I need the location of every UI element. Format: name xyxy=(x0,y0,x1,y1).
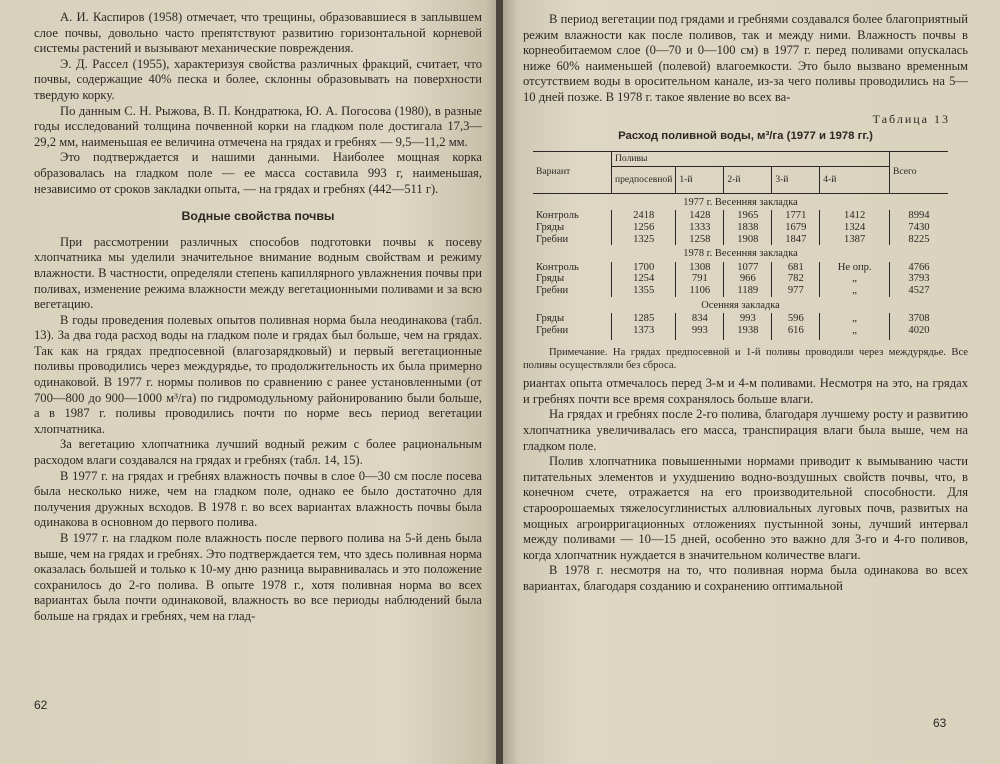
table-cell: 1428 xyxy=(676,210,724,222)
table-section-1977 xyxy=(533,193,948,245)
section-title: 1977 г. Весенняя закладка xyxy=(683,196,798,208)
table-note: Примечание. На грядах предпосевной и 1-й поливы проводили через междурядье. Все поливы осуществляли без сброса. xyxy=(523,347,968,372)
table-row xyxy=(533,285,948,297)
row-label: Гребни xyxy=(536,284,569,296)
paragraph: Э. Д. Рассел (1955), характеризуя свойства различных фракций, считает, что почвы, содержащие 40% песка и более, склонны образовывать на поверхности твердую корку. xyxy=(34,56,482,102)
section-title: Осенняя закладка xyxy=(701,299,780,311)
table-cell: 1771 xyxy=(772,210,820,222)
table-cell: 1256 xyxy=(612,222,676,234)
table-row xyxy=(533,222,948,234)
table-cell: 596 xyxy=(772,313,820,325)
paragraph: Это подтверждается и нашими данными. Наиболее мощная корка образовалась на гладком поле — ее масса составила 993 г, наименьшая, независимо от сроков закладки опыта, — на грядах и гребнях (442—511 г). xyxy=(34,150,482,196)
table-cell: 1387 xyxy=(820,234,890,246)
table-cell: 1189 xyxy=(724,285,772,297)
table-section-1978-spring xyxy=(533,245,948,296)
col-header-total: Всего xyxy=(890,151,949,193)
table-cell: 681 xyxy=(772,262,820,274)
table-cell: 782 xyxy=(772,273,820,285)
table-cell: 993 xyxy=(676,325,724,341)
col-header-p1: 1-й xyxy=(676,166,724,193)
paragraph: В 1978 г. несмотря на то, что поливная норма была одинакова во всех вариантах, благодаря созданию и сохранению оптимальной xyxy=(523,563,968,593)
table-row xyxy=(533,313,948,325)
table-cell: 1325 xyxy=(612,234,676,246)
table-cell: 1324 xyxy=(820,222,890,234)
table-cell: 1106 xyxy=(676,285,724,297)
section-heading: Водные свойства почвы xyxy=(181,209,335,224)
table-row xyxy=(533,234,948,246)
paragraph: В 1977 г. на грядах и гребнях влажность почвы в слое 0—30 см после посева была несколько ниже, чем на гладком поле, однако ее было достаточно для получения дружных всходов. В 1978 г. во всех вариантах влажность почвы была одинакова в основном до первого полива. xyxy=(34,468,482,530)
paragraph: Полив хлопчатника повышенными нормами приводит к вымыванию части питательных элементов и ухудшению водно-воздушных свойств почвы, что, в конечном счете, отражается на его производительной способности. Для староорошаемых тяжелосуглинистых аллювиальных луговых почв, развитых на мощных агроирригационных отложениях пустынной зоны, лучший интервал между поливами — 10—15 дней, особенно это важно для 3-го и 4-го поливов, когда хлопчатник нуждается в значительном количестве влаги. xyxy=(523,454,968,562)
table-row xyxy=(533,273,948,285)
table-cell: „ xyxy=(820,273,890,285)
row-label: Контроль xyxy=(536,261,579,273)
table-cell: 1965 xyxy=(724,210,772,222)
paragraph: При рассмотрении различных способов подготовки почвы к посеву хлопчатника мы уделили значительное внимание водным свойствам и режиму влажности. В частности, определяли степень капиллярного увлажнения почвы при поливах, изменение режима влажности между вегетационными поливами и за всю вегетацию. xyxy=(34,234,482,312)
table-cell: 791 xyxy=(676,273,724,285)
table-cell: „ xyxy=(820,313,890,325)
table-cell: 1285 xyxy=(612,313,676,325)
table-row xyxy=(533,325,948,341)
table-cell: 1254 xyxy=(612,273,676,285)
row-label: Гряды xyxy=(536,313,565,325)
paragraph: риантах опыта отмечалось перед 3-м и 4-м поливами. Несмотря на это, на грядах и гребнях почти все время сохранялось больше влаги. xyxy=(523,376,968,406)
table-cell: 8225 xyxy=(890,234,949,246)
table-cell: 4020 xyxy=(890,325,949,341)
table-cell: 977 xyxy=(772,285,820,297)
table-cell: Не опр. xyxy=(820,262,890,274)
paragraph: За вегетацию хлопчатника лучший водный режим с более рациональным расходом влаги создавался на грядах и гребнях (табл. 14, 15). xyxy=(34,437,482,468)
table-cell: 834 xyxy=(676,313,724,325)
table-cell: 4766 xyxy=(890,262,949,274)
table-cell: 1412 xyxy=(820,210,890,222)
paragraph: В годы проведения полевых опытов поливная норма была неодинакова (табл. 13). За два года расход воды на гладком поле и грядах был больше, чем на грядах. Так как на грядах предпосевной (влагозарядковый) и первый вегетационные поливы проводились через междурядье, то продолжительность их была примерно одинаковой. В 1977 г. нормы поливов по сравнению с ранее установленными (от 700—800 до 900—1000 м³/га) по гидромодульному районированию были больше, а в 1987 г. поливы проводились почти по норме весь период вегетации хлопчатника. xyxy=(34,312,482,436)
irrigation-water-table xyxy=(533,151,948,341)
table-cell: 2418 xyxy=(612,210,676,222)
table-cell: 7430 xyxy=(890,222,949,234)
table-cell: 1333 xyxy=(676,222,724,234)
table-cell: 1077 xyxy=(724,262,772,274)
table-cell: 3793 xyxy=(890,273,949,285)
paragraph: На грядах и гребнях после 2-го полива, благодаря лучшему росту и развитию хлопчатника увеличивалась его масса, транспирация влаги была выше, чем на гладком поле. xyxy=(523,407,968,453)
row-label: Гряды xyxy=(536,273,565,285)
table-cell: 1355 xyxy=(612,285,676,297)
col-header-variant: Вариант xyxy=(533,151,612,193)
table-cell: 1908 xyxy=(724,234,772,246)
table-cell: „ xyxy=(820,285,890,297)
table-cell: 1847 xyxy=(772,234,820,246)
row-label: Гребни xyxy=(536,324,569,336)
row-label: Гребни xyxy=(536,233,569,245)
table-cell: 4527 xyxy=(890,285,949,297)
table-cell: 1938 xyxy=(724,325,772,341)
table-cell: 993 xyxy=(724,313,772,325)
paragraph: В период вегетации под грядами и гребнями создавался более благоприятный режим влажности как после поливов, так и между ними. Влажность почвы в корнеобитаемом слое (0—70 и 0—100 см) в 1977 г. перед поливами опускалась ниже 60% наименьшей (полевой) влагоемкости. Это было вызвано временным отсутствием воды в оросительном канале, из-за чего поливы проводились на 5—10 дней позже. В 1978 г. такое явление во всех ва- xyxy=(523,12,968,104)
paragraph: А. И. Каспиров (1958) отмечает, что трещины, образовавшиеся в заплывшем слое почвы, довольно часто препятствуют развитию горизонтальной корневой системы растений и вызывают механические повреждения. xyxy=(34,10,482,56)
table-cell: „ xyxy=(820,325,890,341)
col-header-p4: 4-й xyxy=(820,166,890,193)
table-row xyxy=(533,210,948,222)
table-cell: 8994 xyxy=(890,210,949,222)
col-header-p3: 3-й xyxy=(772,166,820,193)
table-cell: 1679 xyxy=(772,222,820,234)
col-header-polivy: Поливы xyxy=(612,151,890,166)
row-label: Гряды xyxy=(536,221,565,233)
table-section-autumn xyxy=(533,297,948,341)
table-row xyxy=(533,262,948,274)
col-header-p2: 2-й xyxy=(724,166,772,193)
paragraph: По данным С. Н. Рыжова, В. П. Кондратюка, Ю. А. Погосова (1980), в разные годы исследований толщина почвенной корки на гладком поле достигала 17,3—29,2 мм, наименьшая ее величина отмечена на грядах и гребнях — 9,5—11,2 мм. xyxy=(34,103,482,149)
table-title: Расход поливной воды, м³/га (1977 и 1978 гг.) xyxy=(618,130,873,143)
page-number: 62 xyxy=(34,698,48,712)
right-page xyxy=(503,0,1000,764)
table-number: Таблица 13 xyxy=(872,111,950,126)
table-cell: 1258 xyxy=(676,234,724,246)
table-cell: 1308 xyxy=(676,262,724,274)
table-cell: 1700 xyxy=(612,262,676,274)
page-number: 63 xyxy=(933,716,947,730)
table-cell: 616 xyxy=(772,325,820,341)
row-label: Контроль xyxy=(536,210,579,222)
table-cell: 1373 xyxy=(612,325,676,341)
left-text-column xyxy=(34,10,482,625)
table-cell: 966 xyxy=(724,273,772,285)
paragraph: В 1977 г. на гладком поле влажность после первого полива на 5-й день была выше, чем на грядах и гребнях. Это подтверждается тем, что здесь поливная норма оказалась большей и только к 10-му дню разница выравнивалась и это положение сохранилось до 2-го полива. В опыте 1978 г., хотя поливная норма во всех вариантах была почти одинаковой, влажность во все периоды наблюдений была больше на грядах и гребнях, чем на глад- xyxy=(34,531,482,623)
table-cell: 3708 xyxy=(890,313,949,325)
table-cell: 1838 xyxy=(724,222,772,234)
col-header-predposev: предпосевной xyxy=(612,166,676,193)
section-title: 1978 г. Весенняя закладка xyxy=(683,248,798,260)
right-text-column xyxy=(523,12,968,595)
